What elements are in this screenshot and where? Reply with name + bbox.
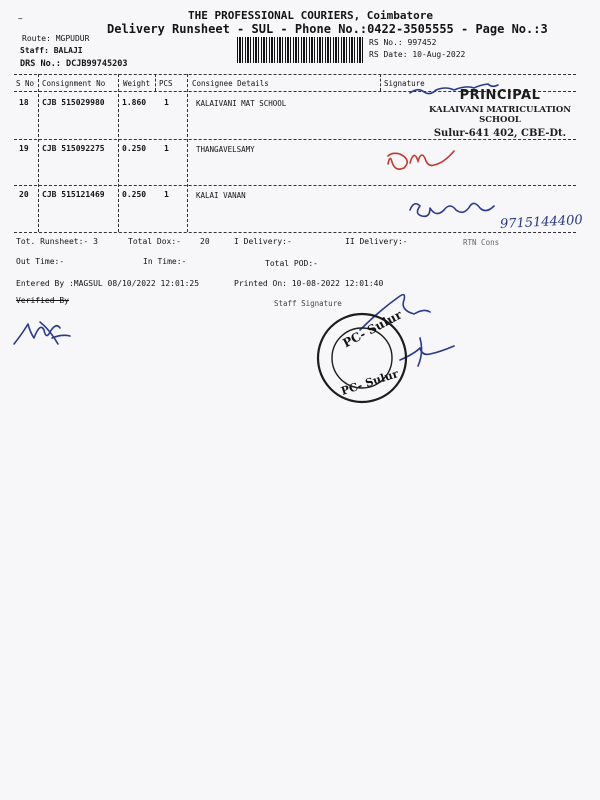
row-weight: 1.860 xyxy=(122,98,147,107)
col-sno: S No xyxy=(16,79,35,88)
row-sno: 18 xyxy=(19,98,29,107)
tot-runsheet: Tot. Runsheet:- 3 xyxy=(16,237,98,246)
out-time: Out Time:- xyxy=(16,257,65,266)
rtn-cons: RTN Cons xyxy=(463,238,500,247)
signature-row20 xyxy=(410,203,494,216)
staff-signature: Staff Signature xyxy=(274,299,342,308)
principal-title: PRINCIPAL xyxy=(459,88,541,103)
row-consignment: CJB 515121469 xyxy=(42,190,105,199)
drs-number: DRS No.: DCJB99745203 xyxy=(20,59,128,69)
principal-school: KALAIVANI MATRICULATION SCHOOL xyxy=(428,105,572,125)
signature-row19 xyxy=(388,151,454,169)
printed-on: Printed On: 10-08-2022 12:01:40 xyxy=(234,279,384,288)
row-consignee: KALAIVANI MAT SCHOOL xyxy=(196,99,287,108)
i-delivery: I Delivery:- xyxy=(234,237,292,246)
total-dox-value: 20 xyxy=(200,237,210,246)
col-signature: Signature xyxy=(384,79,425,88)
company-title: THE PROFESSIONAL COURIERS, Coimbatore xyxy=(188,9,434,22)
verified-by: Verified By xyxy=(16,296,69,305)
col-consignee: Consignee Details xyxy=(192,79,269,88)
row-consignee: KALAI VANAN xyxy=(196,191,246,200)
row-weight: 0.250 xyxy=(122,144,147,153)
rs-date: RS Date: 10-Aug-2022 xyxy=(369,50,466,59)
rs-number: RS No.: 997452 xyxy=(369,38,437,47)
staff-label: Staff: BALAJI xyxy=(20,46,83,55)
row-consignment: CJB 515092275 xyxy=(42,144,105,153)
row-sno: 19 xyxy=(19,144,29,153)
ii-delivery: II Delivery:- xyxy=(345,237,408,246)
total-dox-label: Total Dox:- xyxy=(128,237,181,246)
row-consignee: THANGAVELSAMY xyxy=(196,145,255,154)
handwritten-phone: 9715144400 xyxy=(499,212,584,233)
row-sno: 20 xyxy=(19,190,29,199)
corner-mark: ~ xyxy=(18,14,23,23)
principal-address: Sulur-641 402, CBE-Dt. xyxy=(433,128,567,139)
entered-by: Entered By :MAGSUL 08/10/2022 12:01:25 xyxy=(16,279,200,288)
col-weight: Weight xyxy=(123,79,151,88)
row-weight: 0.250 xyxy=(122,190,147,199)
pc-stamp-bottom: PC- Sulur xyxy=(339,367,400,398)
col-consignment: Consignment No xyxy=(42,79,106,88)
runsheet-subtitle: Delivery Runsheet - SUL - Phone No.:0422-3505555 - Page No.:3 xyxy=(107,22,548,36)
route-label: Route: MGPUDUR xyxy=(22,34,90,43)
pc-stamp-top: PC- Sulur xyxy=(340,307,405,351)
row-pcs: 1 xyxy=(164,144,169,153)
row-pcs: 1 xyxy=(164,98,169,107)
verified-signature xyxy=(14,322,70,344)
in-time: In Time:- xyxy=(143,257,187,266)
col-pcs: PCS xyxy=(159,79,173,88)
row-consignment: CJB 515029980 xyxy=(42,98,105,107)
row-pcs: 1 xyxy=(164,190,169,199)
total-pod: Total POD:- xyxy=(265,259,318,268)
signature-row18 xyxy=(410,84,498,94)
